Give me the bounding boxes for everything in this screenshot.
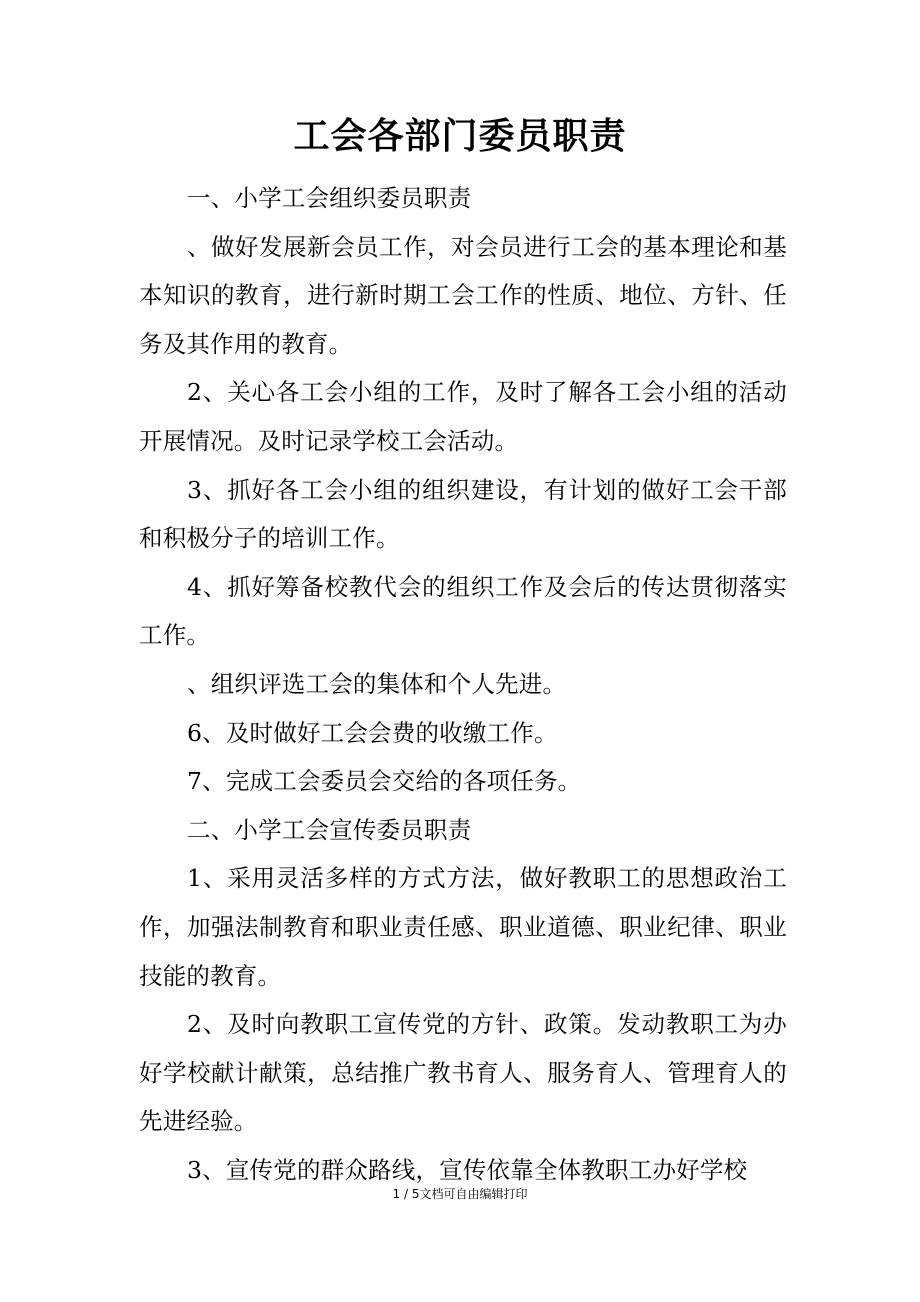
section-heading-organization: 一、小学工会组织委员职责	[187, 184, 472, 212]
paragraph: 2、关心各工会小组的工作，及时了解各工会小组的活动开展情况。及时记录学校工会活动。	[139, 378, 787, 455]
paragraph: 6、及时做好工会会费的收缴工作。	[187, 718, 558, 747]
paragraph: 2、及时向教职工宣传党的方针、政策。发动教职工为办好学校献计献策，总结推广教书育人、服务育人、管理育人的先进经验。	[139, 1010, 787, 1136]
paragraph: 、做好发展新会员工作，对会员进行工会的基本理论和基本知识的教育，进行新时期工会工作的性质、地位、方针、任务及其作用的教育。	[139, 232, 787, 358]
section-heading-publicity: 二、小学工会宣传委员职责	[187, 815, 472, 844]
paragraph: 4、抓好筹备校教代会的组织工作及会后的传达贯彻落实工作。	[139, 572, 787, 650]
paragraph: 、组织评选工会的集体和个人先进。	[187, 669, 567, 698]
page-footer: 1 / 5文档可自由编辑打印	[392, 1187, 528, 1201]
paragraph: 3、宣传党的群众路线，宣传依靠全体教职工办好学校	[187, 1155, 748, 1184]
paragraph: 1、采用灵活多样的方式方法，做好教职工的思想政治工作，加强法制教育和职业责任感、职业道德、职业纪律、职业技能的教育。	[139, 864, 787, 990]
document-title: 工会各部门委员职责	[293, 115, 627, 157]
paragraph: 3、抓好各工会小组的组织建设，有计划的做好工会干部和积极分子的培训工作。	[139, 475, 787, 553]
paragraph: 7、完成工会委员会交给的各项任务。	[187, 767, 582, 796]
document-body	[139, 174, 787, 1194]
